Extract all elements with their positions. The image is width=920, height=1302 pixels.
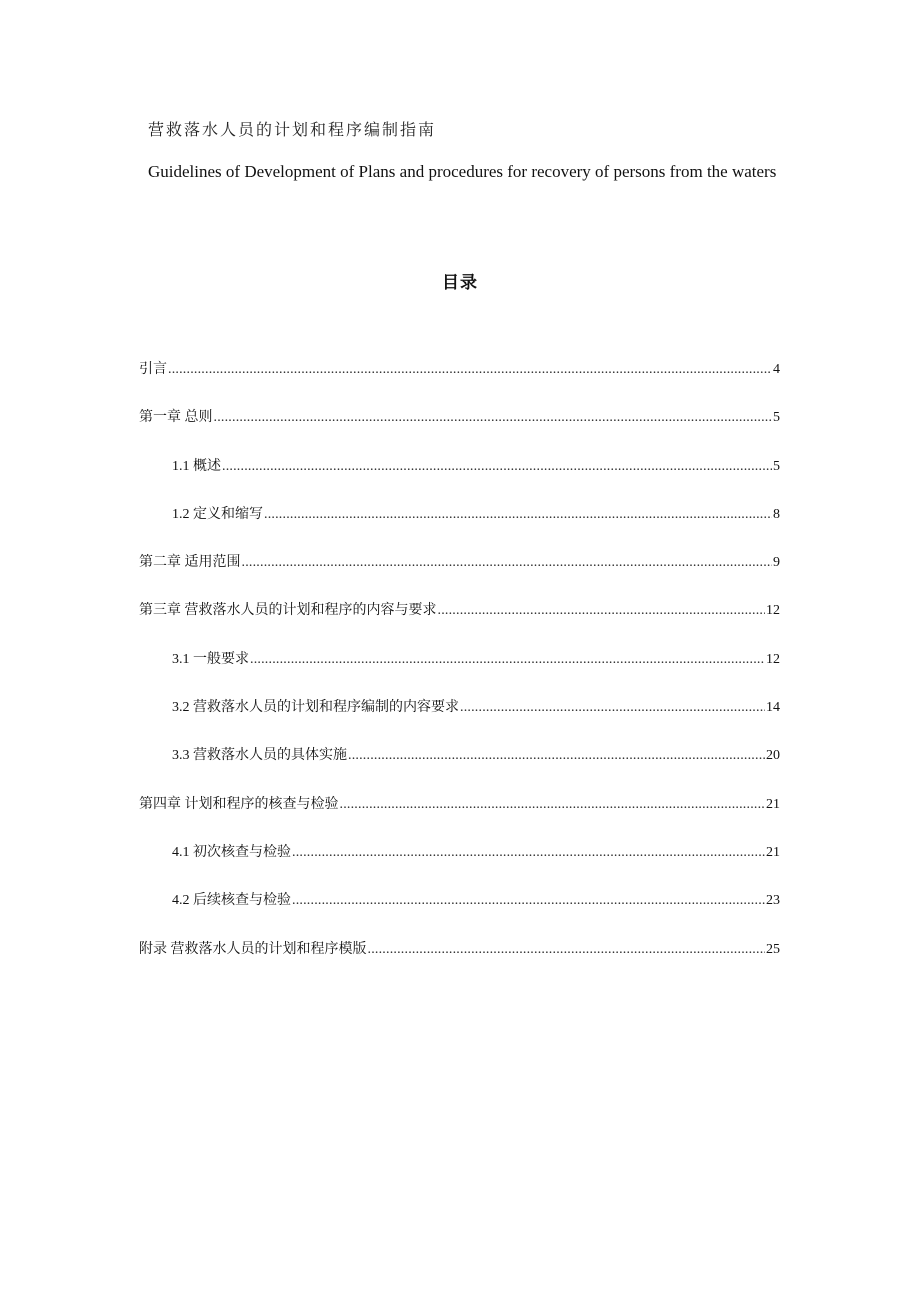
toc-page-number: 5 xyxy=(773,410,780,426)
toc-dot-leader xyxy=(242,551,773,575)
toc-entry[interactable] xyxy=(139,744,780,792)
toc-page-number: 5 xyxy=(773,458,780,474)
toc-dot-leader xyxy=(438,599,766,623)
toc-dot-leader xyxy=(292,889,765,913)
toc-dot-leader xyxy=(368,938,766,962)
toc-entry[interactable] xyxy=(139,551,780,599)
toc-dot-leader xyxy=(168,358,772,382)
document-title-english: Guidelines of Development of Plans and procedures for recovery of persons from the waters xyxy=(148,162,777,181)
toc-page-number: 8 xyxy=(773,506,780,522)
toc-dot-leader xyxy=(348,744,765,768)
toc-dot-leader xyxy=(460,696,765,720)
toc-entry-label: 引言 xyxy=(139,362,167,377)
toc-entry[interactable] xyxy=(139,889,780,937)
toc-page-number: 12 xyxy=(766,603,780,619)
toc-entry-label: 第三章 营救落水人员的计划和程序的内容与要求 xyxy=(139,603,437,619)
toc-entry[interactable] xyxy=(139,793,780,841)
toc-page-number: 23 xyxy=(766,893,780,909)
toc-dot-leader xyxy=(340,793,766,817)
toc-entry-label: 3.3 营救落水人员的具体实施 xyxy=(172,748,347,764)
toc-entry-label: 3.2 营救落水人员的计划和程序编制的内容要求 xyxy=(172,700,459,716)
toc-entry-label: 4.2 后续核查与检验 xyxy=(172,893,291,909)
toc-page-number: 20 xyxy=(766,748,780,764)
toc-entry[interactable] xyxy=(139,455,780,503)
table-of-contents-heading: 目录 xyxy=(442,273,478,293)
toc-entry[interactable] xyxy=(139,841,780,889)
toc-entry-label: 1.1 概述 xyxy=(172,458,221,474)
toc-entry-label: 1.2 定义和缩写 xyxy=(172,506,263,522)
toc-entry-label: 3.1 一般要求 xyxy=(172,651,249,667)
toc-page-number: 14 xyxy=(766,700,780,716)
toc-dot-leader xyxy=(222,455,772,479)
toc-page-number: 9 xyxy=(773,555,780,571)
toc-page-number: 12 xyxy=(766,651,780,667)
toc-page-number: 4 xyxy=(773,362,780,377)
toc-page-number: 21 xyxy=(766,796,780,812)
toc-entry[interactable] xyxy=(139,599,780,647)
toc-page-number: 25 xyxy=(766,941,780,957)
toc-entry[interactable] xyxy=(139,648,780,696)
table-of-contents xyxy=(139,358,780,986)
toc-entry-label: 4.1 初次核查与检验 xyxy=(172,844,291,860)
toc-dot-leader xyxy=(264,503,772,527)
document-title-chinese: 营救落水人员的计划和程序编制指南 xyxy=(148,120,437,139)
toc-dot-leader xyxy=(292,841,765,865)
toc-entry[interactable] xyxy=(139,358,780,406)
toc-page-number: 21 xyxy=(766,844,780,860)
toc-dot-leader xyxy=(214,406,773,430)
toc-dot-leader xyxy=(250,648,765,672)
toc-entry-label: 附录 营救落水人员的计划和程序模版 xyxy=(139,941,367,957)
toc-entry[interactable] xyxy=(139,938,780,986)
toc-entry-label: 第四章 计划和程序的核查与检验 xyxy=(139,796,339,812)
toc-entry-label: 第二章 适用范围 xyxy=(139,555,241,571)
toc-entry[interactable] xyxy=(139,503,780,551)
toc-entry-label: 第一章 总则 xyxy=(139,410,213,426)
toc-entry[interactable] xyxy=(139,406,780,454)
toc-entry[interactable] xyxy=(139,696,780,744)
